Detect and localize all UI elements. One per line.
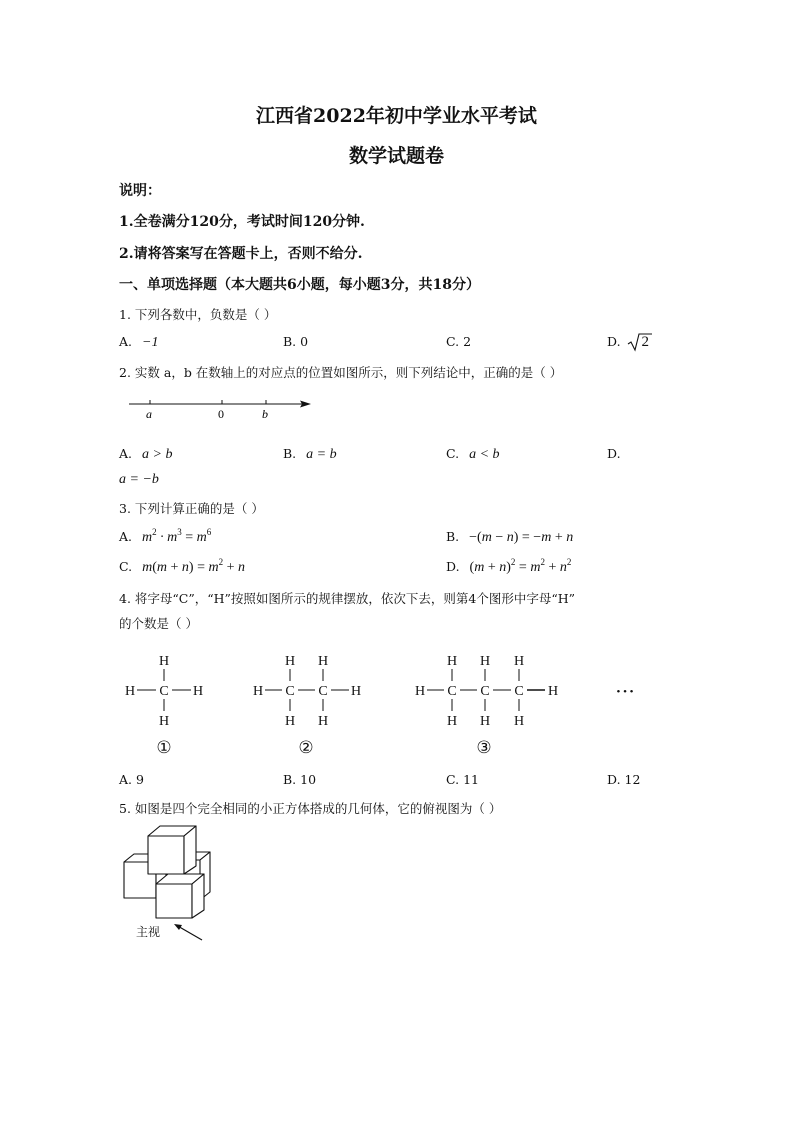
q3-option-c	[119, 559, 245, 576]
q4-option-c: C. 11	[446, 772, 479, 787]
section-heading: 一、单项选择题（本大题共6小题，每小题3分，共18分）	[119, 277, 480, 293]
label-zero: 0	[218, 407, 224, 421]
option-letter: A.	[119, 446, 133, 461]
q4-option-a: A. 9	[119, 772, 144, 787]
atom-h: H	[479, 714, 491, 729]
atom-h: H	[317, 714, 329, 729]
q1-option-b: B. 0	[283, 334, 309, 349]
atom-h: H	[252, 684, 264, 699]
atom-c: C	[285, 684, 295, 699]
atom-c: C	[159, 684, 169, 699]
cube-front-face	[148, 836, 184, 874]
question-2-stem: 2. 实数 a，b 在数轴上的对应点的位置如图所示，则下列结论中，正确的是（ ）	[119, 365, 563, 380]
exam-subtitle: 数学试题卷	[348, 145, 444, 167]
atom-c: C	[447, 684, 457, 699]
atom-h: H	[446, 654, 458, 669]
notes-label: 说明：	[119, 183, 161, 199]
atom-h: H	[446, 714, 458, 729]
atom-c: C	[318, 684, 328, 699]
q1-option-a	[119, 334, 158, 351]
q1-option-c: C. 2	[446, 334, 472, 349]
sqrt-radicand: 2	[641, 334, 650, 350]
atom-h: H	[192, 684, 204, 699]
atom-h: H	[158, 654, 170, 669]
q3-option-b	[446, 529, 573, 546]
arrow-head-icon	[174, 924, 182, 930]
question-4-stem-line-2: 的个数是（ ）	[119, 616, 198, 631]
label-a: a	[146, 407, 152, 421]
atom-h: H	[284, 714, 296, 729]
figure-2	[253, 654, 361, 757]
q3-b-expr: −(m − n) = −m + n	[469, 530, 574, 545]
question-3-stem: 3. 下列计算正确的是（ ）	[119, 501, 264, 516]
q2-option-d: D.	[607, 446, 621, 461]
atom-h: H	[513, 714, 525, 729]
q3-a-expr: $m^2 \cdot m^3 = m^6$	[142, 527, 212, 545]
atom-h: H	[284, 654, 296, 669]
molecule-figures	[118, 645, 648, 765]
q2-d-expr: a = −b	[119, 472, 159, 487]
q4-option-b: B. 10	[283, 772, 317, 787]
figure-label-3: ③	[476, 738, 492, 757]
atom-h: H	[124, 684, 136, 699]
question-1-stem: 1. 下列各数中，负数是（ ）	[119, 307, 277, 322]
q2-a-expr: a > b	[142, 447, 173, 462]
cube-stack-figure	[118, 822, 222, 944]
continuation-dots: • • •	[616, 686, 634, 698]
atom-h: H	[317, 654, 329, 669]
question-5-stem: 5. 如图是四个完全相同的小正方体搭成的几何体，它的俯视图为（ ）	[119, 801, 502, 816]
atom-h: H	[479, 654, 491, 669]
atom-h: H	[547, 684, 559, 699]
figure-3	[415, 654, 558, 757]
cube-front-face	[156, 884, 192, 918]
option-letter: B.	[283, 446, 297, 461]
notes-line-1: 1.全卷满分120分，考试时间120分钟.	[119, 214, 365, 230]
q2-b-expr: a = b	[306, 447, 337, 462]
option-letter: D.	[607, 334, 621, 349]
notes-line-2: 2.请将答案写在答题卡上，否则不给分.	[119, 246, 363, 262]
q3-option-d	[446, 559, 571, 576]
figure-label-2: ②	[298, 738, 314, 757]
exam-title: 江西省2022年初中学业水平考试	[256, 105, 537, 127]
option-letter: B.	[446, 529, 460, 544]
atom-h: H	[513, 654, 525, 669]
option-letter: C.	[446, 446, 460, 461]
option-letter: A.	[119, 334, 133, 349]
front-view-label: 主视	[136, 925, 161, 939]
sqrt-icon	[627, 332, 653, 352]
number-line-figure	[125, 392, 317, 422]
q4-option-d: D. 12	[607, 772, 641, 787]
q1-a-value: −1	[142, 335, 159, 350]
q3-d-expr: $(m + n)^2 = m^2 + n^2$	[469, 557, 572, 575]
option-letter: D.	[446, 559, 460, 574]
label-b: b	[262, 407, 268, 421]
figure-label-1: ①	[156, 738, 172, 757]
q2-c-expr: a < b	[469, 447, 500, 462]
q3-option-a	[119, 529, 211, 546]
q2-option-b	[283, 446, 337, 463]
option-letter: A.	[119, 529, 133, 544]
atom-h: H	[158, 714, 170, 729]
q2-option-c	[446, 446, 500, 463]
atom-c: C	[480, 684, 490, 699]
q2-option-a	[119, 446, 172, 463]
option-letter: C.	[119, 559, 133, 574]
q1-option-d	[607, 334, 649, 351]
q3-c-expr: $m(m + n) = m^2 + n$	[142, 557, 245, 575]
atom-h: H	[414, 684, 426, 699]
figure-1	[125, 654, 203, 757]
question-4-stem-line-1: 4. 将字母“C”，“H”按照如图所示的规律摆放，依次下去，则第4个图形中字母“H”	[119, 591, 576, 606]
atom-h: H	[350, 684, 362, 699]
atom-c: C	[514, 684, 524, 699]
sqrt-expression	[631, 335, 650, 350]
